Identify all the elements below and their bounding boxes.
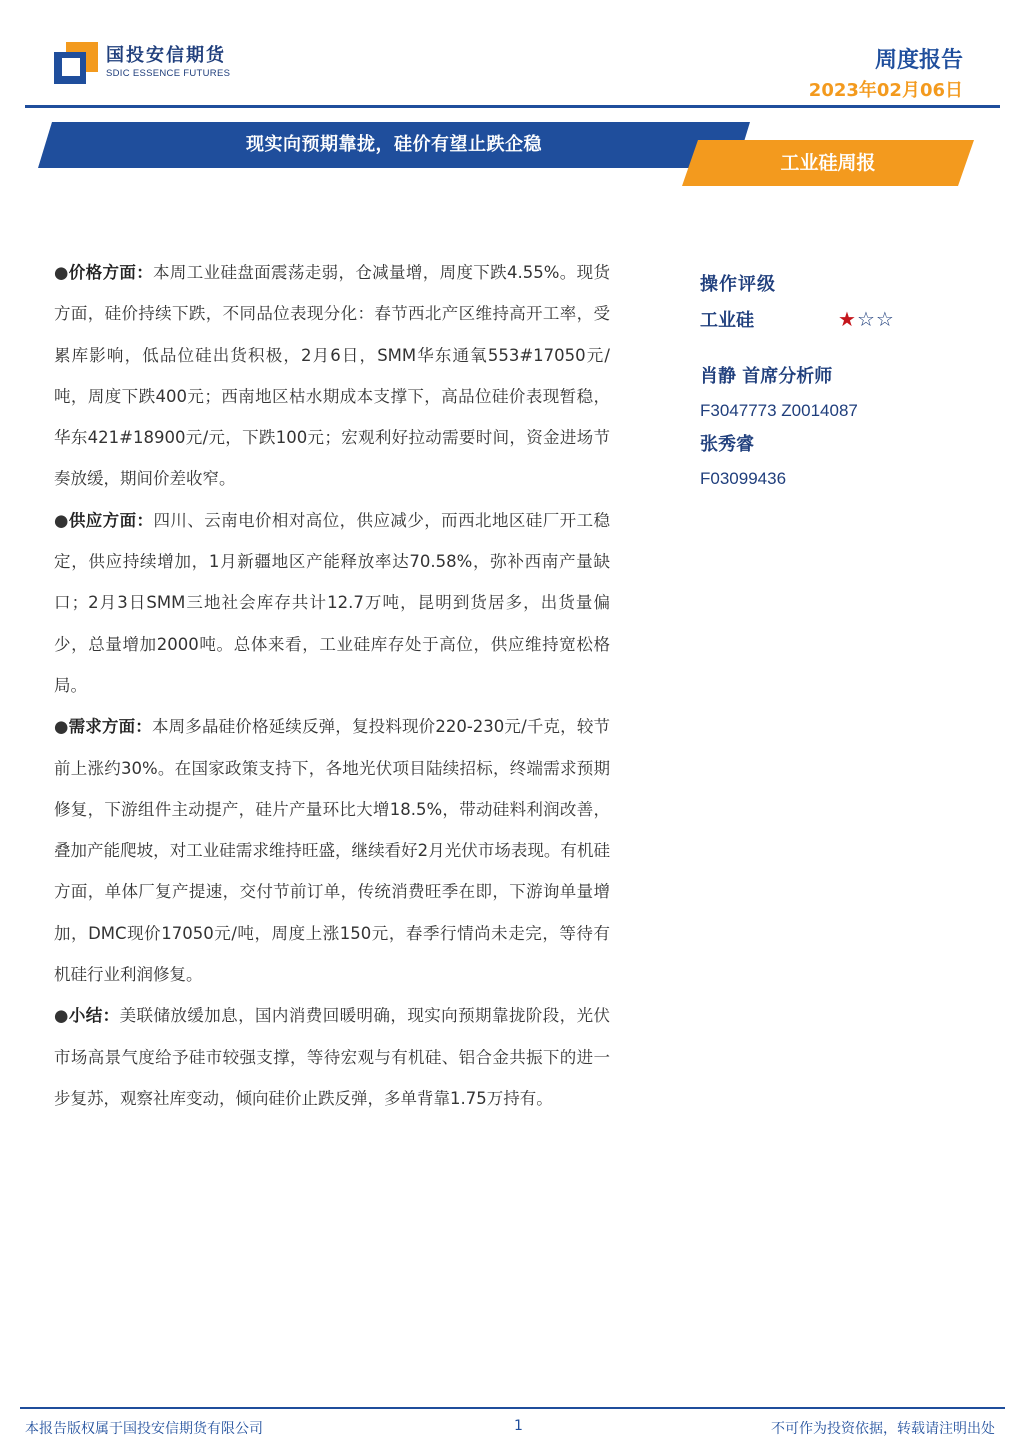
star-empty-icon: ☆ (856, 307, 876, 331)
logo-name-en: SDIC ESSENCE FUTURES (106, 68, 231, 79)
sidebar (700, 268, 990, 496)
section-text: 美联储放缓加息，国内消费回暖明确，现实向预期靠拢阶段，光伏市场高景气度给予硅市较强支撑，等待宏观与有机硅、铝合金共振下的进一步复苏，观察社库变动，倾向硅价止跌反弹，多单背靠1.75万持有。 (54, 1006, 611, 1108)
company-logo (54, 42, 230, 84)
section-text: 四川、云南电价相对高位，供应减少，而西北地区硅厂开工稳定，供应持续增加，1月新疆地区产能释放率达70.58%，弥补西南产量缺口；2月3日SMM三地社会库存共计12.7万吨，昆明到货居多，出货量偏少，总量增加2000吨。总体来看，工业硅库存处于高位，供应维持宽松格局。 (54, 510, 610, 695)
analyst-2: 张秀睿 (700, 434, 754, 455)
section-demand (54, 706, 610, 995)
footer-disclaimer: 不可作为投资依据，转载请注明出处 (771, 1421, 995, 1437)
logo-mark-icon (54, 42, 98, 84)
report-tag: 工业硅周报 (780, 152, 876, 174)
analyst-2-cert: F03099436 (700, 469, 787, 488)
section-heading: 小结： (68, 1006, 120, 1026)
section-text: 本周多晶硅价格延续反弹，复投料现价220-230元/千克，较节前上涨约30%。在国家政策支持下，各地光伏项目陆续招标，终端需求预期修复，下游组件主动提产，硅片产量环比大增18.5%，带动硅料利润改善，叠加产能爬坡，对工业硅需求维持旺盛，继续看好2月光伏市场表现。有机硅方面，单体厂复产提速，交付节前订单，传统消费旺季在即，下游询单量增加，DMC现价17050元/吨，周度上涨150元，春季行情尚未走完，等待有机硅行业利润修复。 (54, 717, 611, 985)
rating-item: 工业硅 (700, 310, 754, 331)
report-body (54, 252, 610, 1119)
bullet-icon: ● (54, 717, 69, 737)
section-heading: 供应方面： (68, 510, 154, 530)
bullet-icon: ● (54, 510, 69, 530)
footer-copyright: 本报告版权属于国投安信期货有限公司 (25, 1421, 263, 1437)
star-filled-icon: ★ (838, 307, 857, 331)
star-empty-icon: ☆ (875, 307, 895, 331)
page-number: 1 (514, 1418, 523, 1434)
section-summary (54, 995, 610, 1119)
rating-stars (838, 307, 895, 331)
analyst-1-cert: F3047773 Z0014087 (700, 401, 858, 420)
rating-heading: 操作评级 (700, 274, 776, 295)
report-title: 现实向预期靠拢，硅价有望止跌企稳 (246, 134, 542, 155)
section-heading: 价格方面： (68, 263, 154, 282)
section-supply (54, 500, 610, 706)
logo-name-cn: 国投安信期货 (106, 45, 226, 66)
section-price (54, 252, 610, 500)
analyst-1: 肖静 首席分析师 (700, 366, 833, 387)
report-type: 周度报告 (874, 48, 963, 73)
footer-divider (20, 1407, 1005, 1409)
bullet-icon: ● (54, 1006, 69, 1026)
bullet-icon: ● (54, 263, 69, 282)
section-text: 本周工业硅盘面震荡走弱，仓减量增，周度下跌4.55%。现货方面，硅价持续下跌，不同品位表现分化：春节西北产区维持高开工率，受累库影响，低品位硅出货积极，2月6日，SMM华东通氧553#17050元/吨，周度下跌400元；西南地区枯水期成本支撑下，高品位硅价表现暂稳，华东421#18900元/元，下跌100元；宏观利好拉动需要时间，资金进场节奏放缓，期间价差收窄。 (54, 263, 611, 489)
header-divider (25, 105, 1000, 108)
report-date: 2023年02月06日 (808, 80, 963, 101)
rating-row (700, 302, 990, 336)
section-heading: 需求方面： (68, 717, 152, 737)
